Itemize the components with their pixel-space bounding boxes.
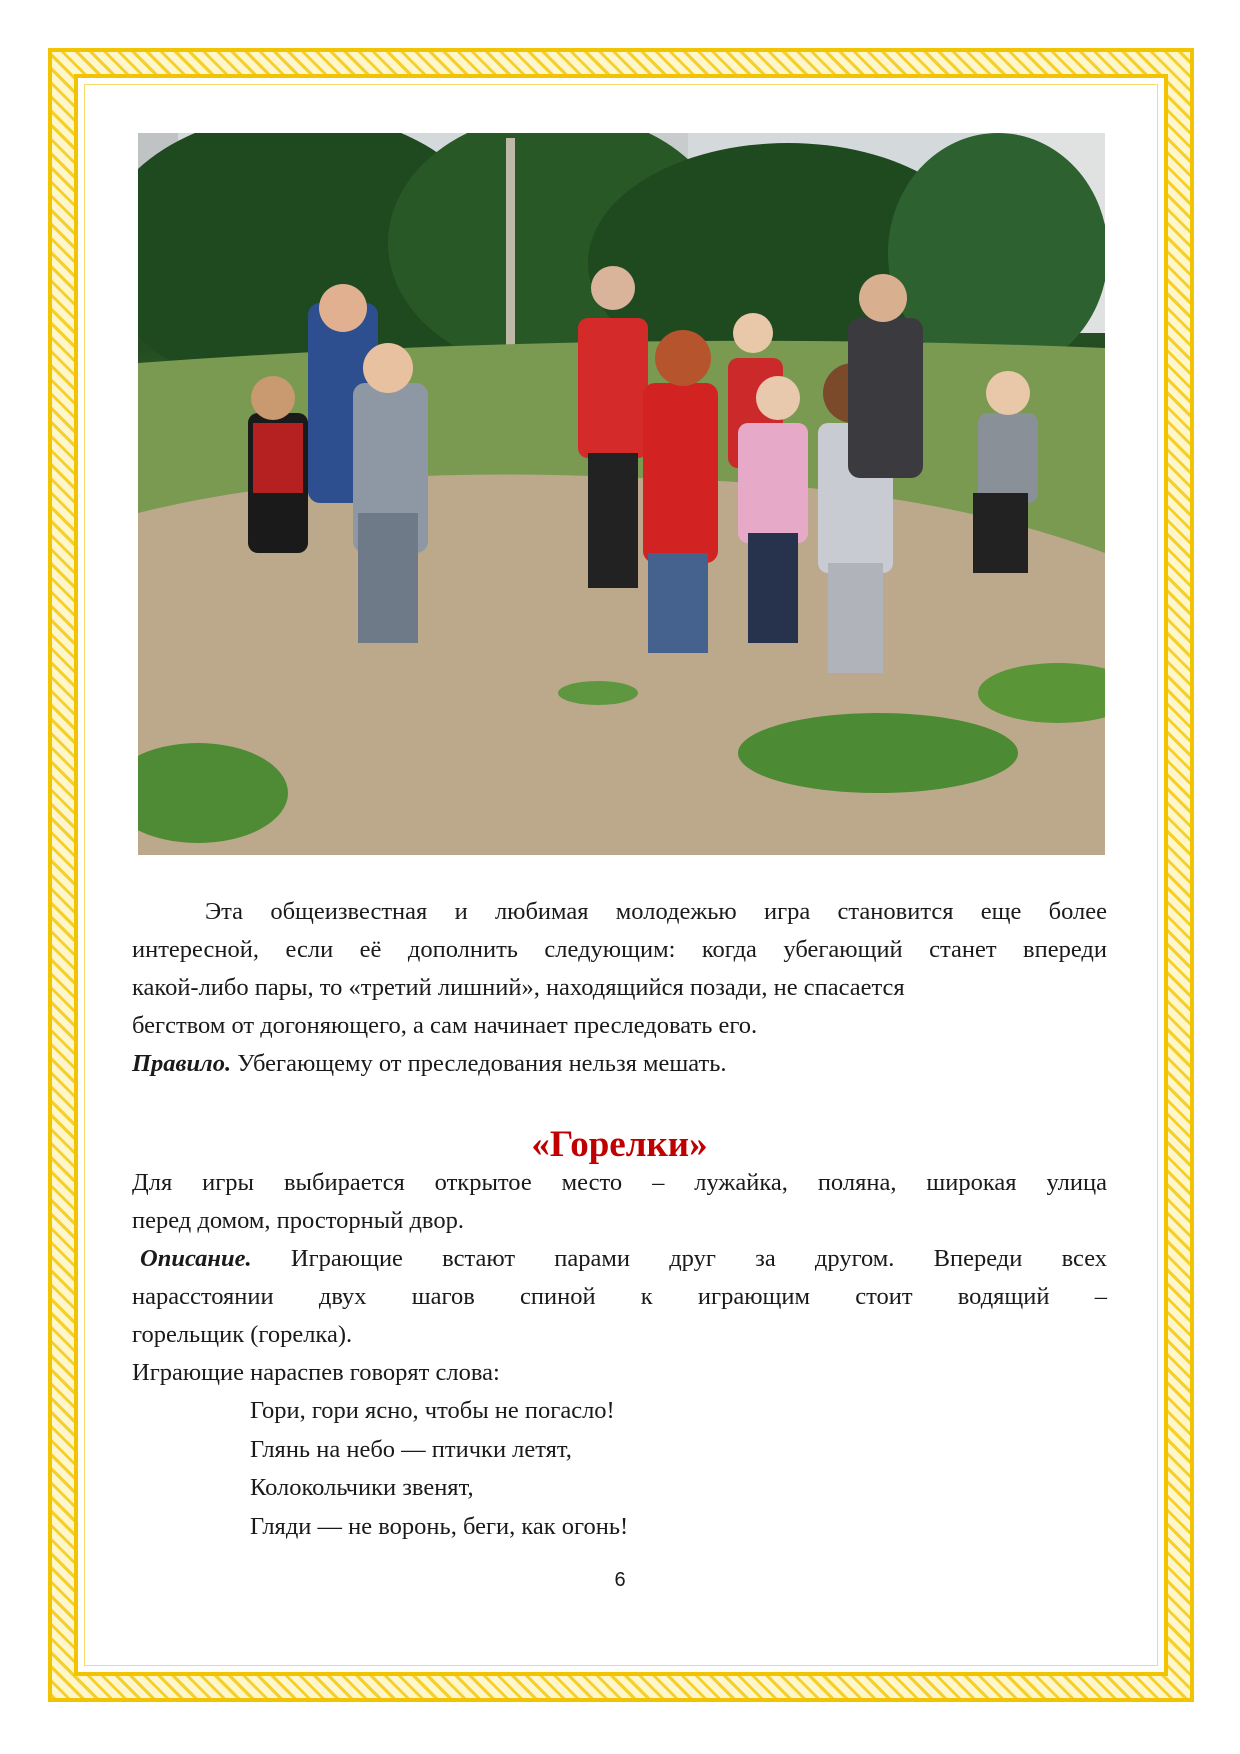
verse-block	[250, 1392, 1050, 1546]
rule-text: Убегающему от преследования нельзя мешать.	[231, 1050, 727, 1077]
verse-line: Глянь на небо — птички летят,	[250, 1435, 572, 1463]
description-label: Описание.	[140, 1245, 252, 1272]
paragraph-intro: Эта общеизвестная и любимая молодежью игра становится еще более интересной, если её дополнить следующим: когда убегающий станет впереди какой-либо пары, то «третий лишний», находящийся позади, не спасается бегством от догоняющего, а сам начинает преследовать его.	[132, 898, 1107, 1039]
rule-label: Правило.	[132, 1050, 232, 1077]
verse-intro: Играющие нараспев говорят слова:	[132, 1359, 500, 1386]
verse-line: Колокольчики звенят,	[250, 1474, 474, 1501]
paragraph-place: Для игры выбирается открытое место – лужайка, поляна, широкая улица перед домом, просторный двор.	[132, 1169, 1107, 1234]
description-paragraph: Описание. Играющие встают парами друг за другом. Впереди всех нарасстоянии двух шагов спиной к играющим стоит водящий – горельщик (горелка).	[132, 1245, 1107, 1348]
photo-illustration	[138, 133, 1105, 855]
rule-line	[132, 1045, 1107, 1083]
section-title: «Горелки»	[531, 1124, 708, 1165]
verse-line: Гляди — не воронь, беги, как огонь!	[250, 1512, 629, 1540]
page-number: 6	[614, 1569, 626, 1591]
photo-children-playing-game	[138, 133, 1105, 855]
verse-line: Гори, гори ясно, чтобы не погасло!	[250, 1397, 615, 1424]
